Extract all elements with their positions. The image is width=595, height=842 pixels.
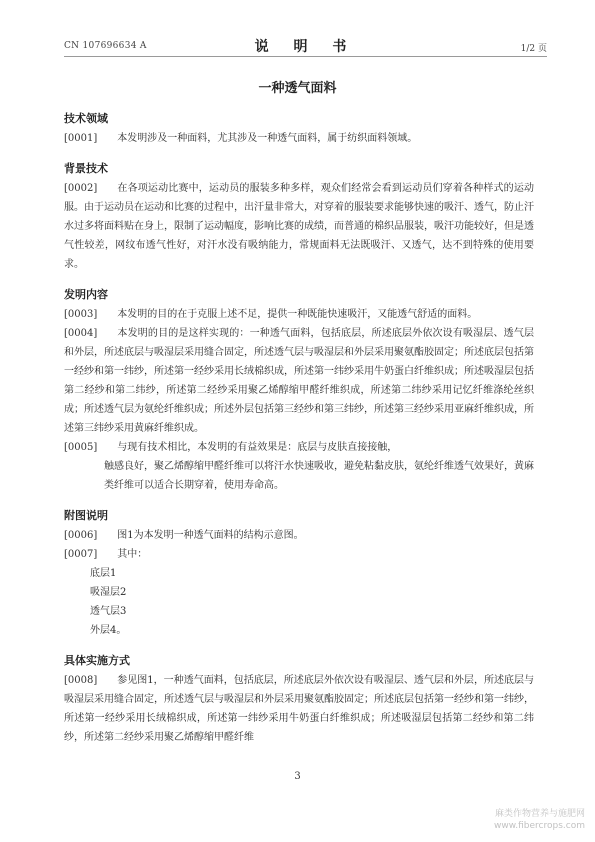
page-header [64,36,547,57]
paragraph-0001 [64,129,534,148]
page-number: 3 [294,771,301,782]
paragraph-0008 [64,671,534,747]
paragraph-number: [0008] [64,675,98,686]
paragraph-number: [0001] [64,133,98,144]
paragraph-text: 在各项运动比赛中，运动员的服装多种多样，观众们经常会看到运动员们穿着各种样式的运动服。由于运动员在运动和比赛的过程中，出汗量非常大，对穿着的服装要求能够快速的吸汗、透气，防止汗水过多将面料贴在身上，限制了运动幅度，影响比赛的成绩，而普通的棉织品服装，吸汗功能较好，但是透气性较差，网纹布透气性好，对汗水没有吸纳能力，常规面料无法既吸汗、又透气，达不到特殊的使用要求。 [64,183,534,270]
paragraph-number: [0006] [64,530,98,541]
paragraph-number: [0005] [64,442,98,453]
paragraph-text: 本发明的目的在于克服上述不足，提供一种既能快速吸汗，又能透气舒适的面料。 [117,309,478,320]
paragraph-text: 图1为本发明一种透气面料的结构示意图。 [117,530,304,541]
section-heading-embodiment: 具体实施方式 [64,654,130,667]
paragraph-number: [0003] [64,309,98,320]
document-body [64,110,534,747]
paragraph-text: 本发明的目的是这样实现的：一种透气面料，包括底层，所述底层外依次设有吸湿层、透气层和外层，所述底层与吸湿层采用缝合固定，所述透气层与吸湿层和外层采用聚氨酯胶固定；所述底层包括第一经纱和第一纬纱，所述第一经纱采用长绒棉织成，所述第一纬纱采用牛奶蛋白纤维织成；所述吸湿层包括第二经纱和第二纬纱，所述第二经纱采用聚乙烯醇缩甲醛纤维织成，所述第二纬纱采用记忆纤维涤纶丝织成；所述透气层为氨纶纤维织成；所述外层包括第三经纱和第三纬纱，所述第三经纱采用亚麻纤维织成，所述第三纬纱采用黄麻纤维织成。 [64,328,534,434]
section-heading-figures: 附图说明 [64,509,108,522]
list-item: 吸湿层2 [90,587,127,598]
paragraph-0004 [64,324,534,438]
paragraph-text: 与现有技术相比，本发明的有益效果是：底层与皮肤直接接触， [117,442,398,453]
list-item: 透气层3 [90,606,127,617]
publication-number: CN 107696634 A [64,41,147,51]
list-item: 底层1 [90,568,117,579]
paragraph-0005 [64,438,534,457]
section-heading-background: 背景技术 [64,162,108,175]
paragraph-0005-continuation: 触感良好，聚乙烯醇缩甲醛纤维可以将汗水快速吸收，避免粘黏皮肤，氨纶纤维透气效果好，黄麻类纤维可以适合长期穿着，使用寿命高。 [104,461,534,491]
paragraph-0002 [64,179,534,274]
watermark [455,808,585,832]
paragraph-0007 [64,545,534,564]
watermark-line: 麻类作物营养与施肥网 [494,809,585,819]
paragraph-0006 [64,526,534,545]
paragraph-number: [0002] [64,183,98,194]
section-heading-technical-field: 技术领域 [64,112,108,125]
document-title: 一种透气面料 [258,81,337,96]
paragraph-text: 其中： [117,549,148,560]
paragraph-text: 本发明涉及一种面料，尤其涉及一种透气面料，属于纺织面料领域。 [117,133,418,144]
page-indicator: 1/2 页 [520,44,547,54]
paragraph-number: [0007] [64,549,98,560]
header-title: 说 明 书 [254,39,357,55]
watermark-line: www.fibercrops.com [494,821,585,831]
paragraph-number: [0004] [64,328,98,339]
list-item: 外层4。 [90,625,127,636]
paragraph-0003 [64,305,534,324]
section-heading-summary: 发明内容 [64,288,108,301]
paragraph-text: 参见图1，一种透气面料，包括底层，所述底层外依次设有吸湿层、透气层和外层，所述底层与吸湿层采用缝合固定，所述透气层与吸湿层和外层采用聚氨酯胶固定；所述底层包括第一经纱和第一纬纱，所述第一经纱采用长绒棉织成，所述第一纬纱采用牛奶蛋白纤维织成；所述吸湿层包括第二经纱和第二纬纱，所述第二经纱采用聚乙烯醇缩甲醛纤维 [64,675,534,743]
